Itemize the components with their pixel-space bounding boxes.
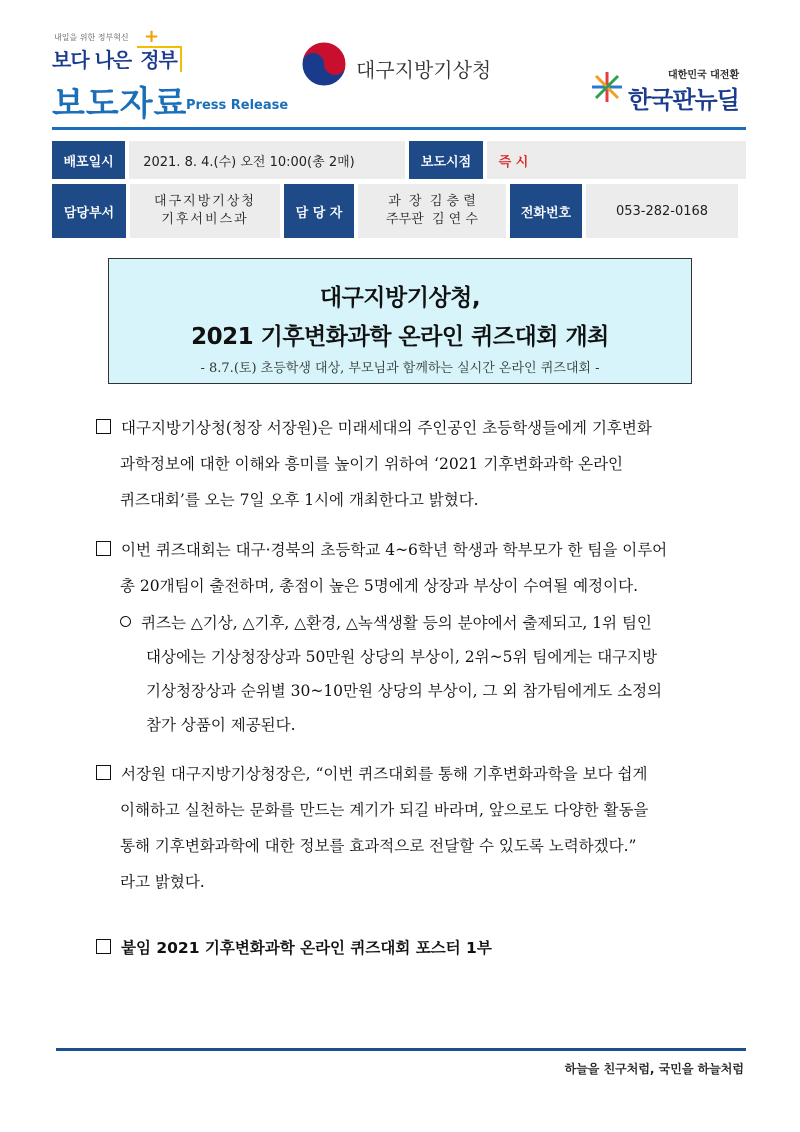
dept-label: 담당부서 bbox=[52, 184, 126, 238]
p2-sub-line: 참가 상품이 제공된다. bbox=[146, 716, 296, 734]
slogan-small: 내일을 위한 정부혁신 bbox=[54, 33, 129, 42]
contact-label: 담 당 자 bbox=[284, 184, 354, 238]
footer-divider bbox=[56, 1048, 746, 1051]
p2-line: 이번 퀴즈대회는 대구·경북의 초등학교 4~6학년 학생과 학부모가 한 팀을 이루어 bbox=[96, 532, 736, 568]
attachment-note: 붙임 2021 기후변화과학 온라인 퀴즈대회 포스터 1부 bbox=[96, 936, 492, 958]
p2-line: 총 20개팀이 출전하며, 총점이 높은 5명에게 상장과 부상이 수여될 예정이다. bbox=[120, 577, 639, 595]
release-value: 즉 시 bbox=[487, 141, 746, 179]
slogan-big-a: 보다 나은 bbox=[52, 48, 132, 72]
p2-sub-line: 대상에는 기상청장상과 50만원 상당의 부상이, 2위~5위 팀에게는 대구지방 bbox=[146, 648, 658, 666]
checkbox-bullet-icon bbox=[96, 765, 111, 780]
phone-value: 053-282-0168 bbox=[586, 184, 738, 238]
plus-icon: + bbox=[144, 26, 160, 47]
paragraph-2 bbox=[96, 532, 736, 604]
paragraph-3 bbox=[96, 756, 736, 900]
paragraph-1 bbox=[96, 410, 736, 518]
checkbox-bullet-icon bbox=[96, 541, 111, 556]
new-deal-small: 대한민국 대전환 bbox=[668, 70, 740, 81]
date-value: 2021. 8. 4.(수) 오전 10:00(총 2매) bbox=[129, 141, 405, 179]
p1-line: 퀴즈대회’를 오는 7일 오후 1시에 개최한다고 밝혔다. bbox=[120, 491, 479, 509]
headline-subtitle: - 8.7.(토) 초등학생 대상, 부모님과 함께하는 실시간 온라인 퀴즈대회 - bbox=[200, 361, 600, 376]
p3-line: 통해 기후변화과학에 대한 정보를 효과적으로 전달할 수 있도록 노력하겠다.” bbox=[120, 837, 637, 855]
press-subtitle: Press Release bbox=[186, 98, 289, 113]
checkbox-bullet-icon bbox=[96, 939, 111, 954]
info-row-date bbox=[52, 141, 746, 179]
dept-line2: 기후서비스과 bbox=[161, 212, 249, 227]
new-deal-title: 한국판뉴딜 bbox=[628, 86, 739, 114]
press-release-logo bbox=[52, 26, 292, 126]
paragraph-2-sub bbox=[120, 606, 736, 742]
release-label: 보도시점 bbox=[409, 141, 482, 179]
contact-value bbox=[358, 184, 506, 238]
headline-line1: 대구지방기상청, bbox=[319, 285, 481, 311]
dept-value bbox=[130, 184, 280, 238]
header-divider bbox=[52, 127, 746, 130]
release-info-table bbox=[52, 141, 746, 243]
footer-motto: 하늘을 친구처럼, 국민을 하늘처럼 bbox=[564, 1062, 744, 1076]
p3-line: 라고 밝혔다. bbox=[120, 873, 205, 891]
slogan-big bbox=[52, 44, 182, 73]
new-deal-icon bbox=[590, 70, 624, 104]
dept-line1: 대구지방기상청 bbox=[154, 194, 256, 209]
checkbox-bullet-icon bbox=[96, 419, 111, 434]
date-label: 배포일시 bbox=[52, 141, 125, 179]
circle-bullet-icon bbox=[120, 616, 131, 627]
contact-line2: 주무관 김 연 수 bbox=[386, 212, 478, 227]
headline-line2: 2021 기후변화과학 온라인 퀴즈대회 개최 bbox=[191, 324, 609, 350]
p2-sub-line: 퀴즈는 △기상, △기후, △환경, △녹색생활 등의 분야에서 출제되고, 1위 팀인 bbox=[120, 606, 736, 640]
p3-line: 서장원 대구지방기상청장은, “이번 퀴즈대회를 통해 기후변화과학을 보다 쉽게 bbox=[96, 756, 736, 792]
headline-box bbox=[108, 258, 692, 384]
slogan-big-b: 정부 bbox=[137, 46, 182, 72]
press-title: 보도자료 bbox=[52, 84, 188, 124]
agency-name: 대구지방기상청 bbox=[356, 58, 492, 82]
p1-line: 과학정보에 대한 이해와 흥미를 높이기 위하여 ‘2021 기후변화과학 온라인 bbox=[120, 455, 624, 473]
new-deal-logo bbox=[590, 66, 750, 116]
phone-label: 전화번호 bbox=[510, 184, 582, 238]
contact-line1: 과 장 김 충 렬 bbox=[388, 194, 476, 209]
taegeuk-icon bbox=[300, 40, 348, 88]
p2-sub-line: 기상청장상과 순위별 30~10만원 상당의 부상이, 그 외 참가팀에게도 소정의 bbox=[146, 682, 663, 700]
info-row-contact bbox=[52, 184, 746, 238]
p1-line: 대구지방기상청(청장 서장원)은 미래세대의 주인공인 초등학생들에게 기후변화 bbox=[96, 410, 736, 446]
p3-line: 이해하고 실천하는 문화를 만드는 계기가 되길 바라며, 앞으로도 다양한 활동을 bbox=[120, 801, 649, 819]
agency-logo bbox=[300, 40, 520, 90]
